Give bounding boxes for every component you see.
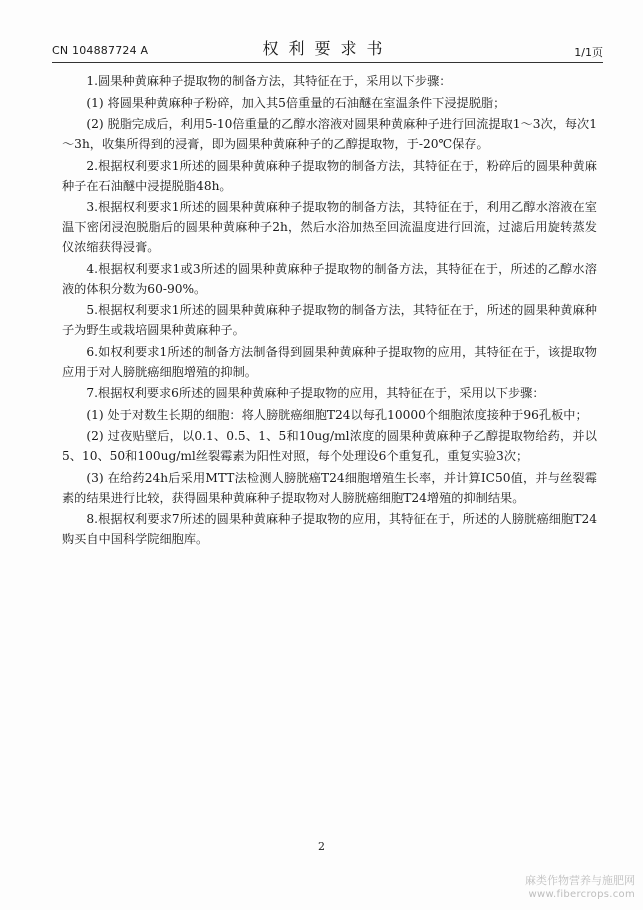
page-count: 1/1页 — [574, 46, 603, 59]
site-watermark — [525, 874, 635, 902]
claim-8: 8.根据权利要求7所述的圆果种黄麻种子提取物的应用，其特征在于，所述的人膀胱癌细胞T24购买自中国科学院细胞库。 — [62, 512, 597, 546]
claim-1-step-2: (2) 脱脂完成后，利用5-10倍重量的乙醇水溶液对圆果种黄麻种子进行回流提取1～3次，每次1～3h，收集所得到的浸膏，即为圆果种黄麻种子的乙醇提取物，于-20℃保存。 — [62, 117, 597, 151]
header-divider — [52, 62, 603, 63]
claim-6: 6.如权利要求1所述的制备方法制备得到圆果种黄麻种子提取物的应用，其特征在于，该提取物应用于对人膀胱癌细胞增殖的抑制。 — [62, 344, 597, 379]
claim-2: 2.根据权利要求1所述的圆果种黄麻种子提取物的制备方法，其特征在于，粉碎后的圆果种黄麻种子在石油醚中浸提脱脂48h。 — [62, 158, 597, 193]
watermark-site-url: www.fibercrops.com — [528, 889, 635, 900]
publication-number: CN 104887724 A — [52, 44, 149, 57]
claim-4: 4.根据权利要求1或3所述的圆果种黄麻种子提取物的制备方法，其特征在于，所述的乙醇水溶液的体积分数为60-90%。 — [62, 261, 597, 296]
claim-7-step-3: (3) 在给药24h后采用MTT法检测人膀胱癌T24细胞增殖生长率，并计算IC50值，并与丝裂霉素的结果进行比较，获得圆果种黄麻种子提取物对人膀胱癌细胞T24增殖的抑制结果。 — [62, 470, 597, 505]
document-header — [52, 34, 603, 62]
claim-5: 5.根据权利要求1所述的圆果种黄麻种子提取物的制备方法，其特征在于，所述的圆果种黄麻种子为野生或栽培圆果种黄麻种子。 — [62, 303, 597, 337]
claim-7-step-1: (1) 处于对数生长期的细胞：将人膀胱癌细胞T24以每孔10000个细胞浓度接种于96孔板中； — [86, 407, 588, 422]
claim-7-step-2: (2) 过夜贴壁后，以0.1、0.5、1、5和10ug/ml浓度的圆果种黄麻种子乙醇提取物给药，并以5、10、50和100ug/ml丝裂霉素为阳性对照，每个处理设6个重复孔，重复实验3次； — [62, 429, 597, 463]
claim-3: 3.根据权利要求1所述的圆果种黄麻种子提取物的制备方法，其特征在于，利用乙醇水溶液在室温下密闭浸泡脱脂后的圆果种黄麻种子2h，然后水浴加热至回流温度进行回流，过滤后用旋转蒸发仪浓缩获得浸膏。 — [62, 200, 597, 254]
claims-body — [62, 71, 597, 551]
claim-1: 1.圆果种黄麻种子提取物的制备方法，其特征在于，采用以下步骤： — [86, 74, 452, 88]
claim-7: 7.根据权利要求6所述的圆果种黄麻种子提取物的应用，其特征在于，采用以下步骤： — [86, 386, 545, 400]
document-title: 权利要求书 — [262, 39, 393, 58]
claim-1-step-1: (1) 将圆果种黄麻种子粉碎，加入其5倍重量的石油醚在室温条件下浸提脱脂； — [86, 95, 506, 110]
watermark-site-name: 麻类作物营养与施肥网 — [525, 874, 635, 887]
page-number: 2 — [318, 840, 325, 853]
